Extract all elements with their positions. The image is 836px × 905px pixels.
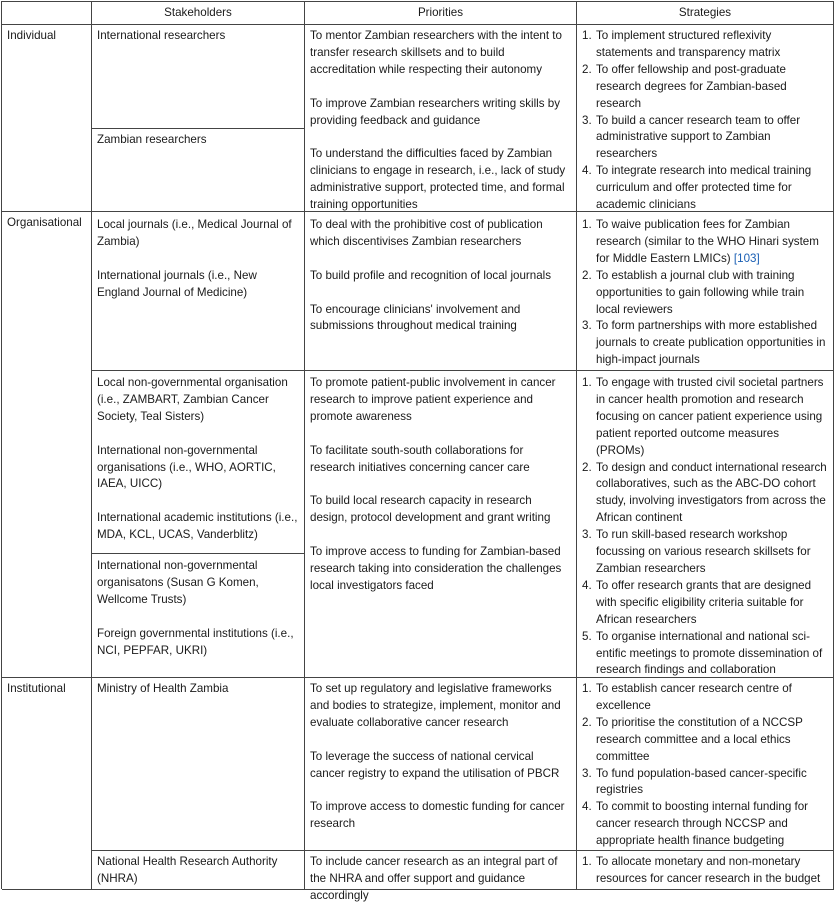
strategies-journals bbox=[577, 212, 834, 371]
strategy-number: 3. bbox=[582, 528, 592, 542]
strategy-list bbox=[582, 217, 828, 369]
strategy-number: 2. bbox=[582, 268, 592, 282]
stakeholder-text: Zambian researchers bbox=[97, 133, 207, 146]
stakeholder-text: Local journals (i.e., Medical Journal of Zambia) bbox=[97, 218, 292, 248]
priority-text: To set up regulatory and legislative frameworks and bodies to strategize, implement, monitor and evaluate collaborative cancer research bbox=[310, 682, 561, 729]
strategies-moh bbox=[577, 678, 834, 851]
strategy-text: To establish a journal club with training opportunities to gain following while train local reviewers bbox=[596, 268, 805, 316]
strategy-number: 1. bbox=[582, 376, 592, 389]
stakeholder-nhra bbox=[92, 851, 305, 890]
strategy-number: 1. bbox=[582, 29, 592, 42]
header-strategies: Strategies bbox=[577, 2, 834, 25]
stakeholder-text: National Health Research Authority (NHRA) bbox=[97, 855, 278, 885]
strategy-text: To prioritise the constitution of a NCCSP research committee and a local ethics committee bbox=[596, 715, 803, 763]
strategy-list bbox=[582, 28, 828, 214]
strategy-item bbox=[582, 375, 828, 460]
strategy-text: To allocate monetary and non-monetary resources for cancer research in the budget bbox=[596, 855, 821, 885]
priority-text: To promote patient-public involvement in cancer research to improve patient experience and promote awareness bbox=[310, 376, 556, 423]
priorities-nhra bbox=[305, 851, 577, 902]
strategy-number: 4. bbox=[582, 164, 592, 178]
level-institutional: Institutional bbox=[2, 678, 92, 890]
stakeholder-text: Local non-governmental organisation (i.e., ZAMBART, Zambian Cancer Society, Teal Sisters) bbox=[97, 376, 288, 423]
strategy-number: 1. bbox=[582, 855, 592, 868]
stakeholder-intl-researchers bbox=[92, 25, 305, 129]
strategy-text: To organise international and national sci-entific meetings to promote dissemination of research findings and collaboration bbox=[596, 629, 823, 677]
stakeholder-strategy-table bbox=[1, 1, 834, 902]
strategy-item bbox=[582, 268, 828, 319]
level-organisational: Organisational bbox=[2, 212, 92, 678]
stakeholder-text: Foreign governmental institutions (i.e., NCI, PEPFAR, UKRI) bbox=[97, 626, 294, 657]
priority-text: To improve Zambian researchers writing skills by providing feedback and guidance bbox=[310, 96, 560, 127]
stakeholder-text: International academic institutions (i.e., MDA, KCL, UCAS, Vanderblitz) bbox=[97, 511, 298, 542]
level-individual: Individual bbox=[2, 25, 92, 212]
citation-link[interactable]: [103] bbox=[733, 251, 760, 265]
strategy-item bbox=[582, 318, 828, 369]
stakeholder-text: Ministry of Health Zambia bbox=[97, 682, 229, 695]
strategy-text: To design and conduct international research collaboratives, such as the ABC-DO cohort study, involving investigators from across the African continent bbox=[596, 460, 827, 525]
priorities-ngos bbox=[305, 371, 577, 678]
strategies-ngos bbox=[577, 371, 834, 678]
priorities-journals bbox=[305, 212, 577, 371]
strategy-list bbox=[582, 681, 828, 850]
strategy-item bbox=[582, 163, 828, 214]
priority-text: To build local research capacity in research design, protocol development and grant writing bbox=[310, 494, 551, 525]
strategy-text: To build a cancer research team to offer administrative support to Zambian researchers bbox=[596, 113, 801, 161]
priority-text: To mentor Zambian researchers with the intent to transfer research skillsets and to build accreditation while respecting their autonomy bbox=[310, 29, 562, 76]
strategy-text: To engage with trusted civil societal partners in cancer health promotion and research focusing on cancer patient experience using patient reported outcome measures (PROMs) bbox=[596, 376, 824, 457]
strategy-number: 5. bbox=[582, 629, 592, 643]
header-level bbox=[2, 2, 92, 25]
strategy-number: 4. bbox=[582, 800, 592, 814]
strategy-number: 3. bbox=[582, 113, 592, 127]
strategy-number: 2. bbox=[582, 62, 592, 76]
strategy-number: 3. bbox=[582, 766, 592, 780]
strategy-item bbox=[582, 578, 828, 629]
strategy-item bbox=[582, 629, 828, 680]
strategies-individual bbox=[577, 25, 834, 212]
stakeholder-journals bbox=[92, 212, 305, 371]
strategy-number: 1. bbox=[582, 682, 592, 695]
strategy-text: To offer research grants that are designed with specific eligibility criteria suitable for African researchers bbox=[596, 578, 812, 626]
strategy-item bbox=[582, 854, 828, 888]
strategy-item bbox=[582, 62, 828, 113]
strategy-list bbox=[582, 854, 828, 888]
strategy-text: To offer fellowship and post-graduate research degrees for Zambian-based research bbox=[596, 62, 787, 110]
stakeholder-ngos bbox=[92, 371, 305, 554]
strategy-item bbox=[582, 28, 828, 62]
stakeholder-text: International journals (i.e., New England Journal of Medicine) bbox=[97, 268, 257, 299]
stakeholder-moh bbox=[92, 678, 305, 851]
strategy-text: To fund population-based cancer-specific registries bbox=[596, 766, 807, 797]
strategy-item bbox=[582, 766, 828, 800]
strategy-list bbox=[582, 375, 828, 679]
stakeholder-text: International non-governmental organisatons (Susan G Komen, Wellcome Trusts) bbox=[97, 559, 259, 606]
strategy-text: To run skill-based research workshop focussing on various research skillsets for Zambian researchers bbox=[596, 528, 811, 575]
header-stakeholders: Stakeholders bbox=[92, 2, 305, 25]
strategy-text: To establish cancer research centre of excellence bbox=[596, 682, 792, 712]
priorities-moh bbox=[305, 678, 577, 851]
priority-text: To improve access to funding for Zambian-based research taking into consideration the challenges local investigators faced bbox=[310, 545, 562, 592]
priority-text: To deal with the prohibitive cost of publication which discentivises Zambian researchers bbox=[310, 218, 543, 248]
priority-text: To leverage the success of national cervical cancer registry to expand the utilisation of PBCR bbox=[310, 749, 560, 780]
strategy-number: 1. bbox=[582, 218, 592, 231]
priority-text: To encourage clinicians' involvement and submissions throughout medical training bbox=[310, 302, 521, 333]
strategies-nhra bbox=[577, 851, 834, 890]
header-priorities: Priorities bbox=[305, 2, 577, 25]
strategy-number: 2. bbox=[582, 460, 592, 474]
priority-text: To build profile and recognition of local journals bbox=[310, 268, 552, 282]
strategy-number: 3. bbox=[582, 319, 592, 333]
stakeholder-text: International non-governmental organisations (i.e., WHO, AORTIC, IAEA, UICC) bbox=[97, 443, 276, 491]
priority-text: To facilitate south-south collaborations for research initiatives concerning cancer care bbox=[310, 443, 530, 474]
priority-text: To improve access to domestic funding for cancer research bbox=[310, 800, 565, 831]
strategy-item bbox=[582, 799, 828, 850]
strategy-item bbox=[582, 715, 828, 766]
priorities-individual bbox=[305, 25, 577, 212]
stakeholder-funders bbox=[92, 554, 305, 678]
stakeholder-text: International researchers bbox=[97, 29, 226, 42]
priority-text: To understand the difficulties faced by Zambian clinicians to engage in research, i.e., lack of study administrative support, protected time, and formal training opportunities bbox=[310, 147, 566, 212]
strategy-item bbox=[582, 527, 828, 578]
strategy-text: To implement structured reflexivity statements and transparency matrix bbox=[596, 29, 781, 59]
strategy-item bbox=[582, 681, 828, 715]
strategy-item bbox=[582, 113, 828, 164]
strategy-text: To waive publication fees for Zambian research (similar to the WHO Hinari system for Middle Eastern LMICs) bbox=[596, 218, 819, 265]
strategy-item bbox=[582, 460, 828, 528]
strategy-item bbox=[582, 217, 828, 268]
priority-text: To include cancer research as an integral part of the NHRA and offer support and guidance accordingly bbox=[310, 855, 558, 902]
strategy-text: To form partnerships with more established journals to create publication opportunities in high-impact journals bbox=[596, 319, 826, 367]
strategy-number: 4. bbox=[582, 578, 592, 592]
stakeholder-zambian-researchers bbox=[92, 129, 305, 212]
strategy-number: 2. bbox=[582, 715, 592, 729]
strategy-text: To commit to boosting internal funding for cancer research through NCCSP and appropriate health finance budgeting bbox=[596, 800, 809, 848]
strategy-text: To integrate research into medical training curriculum and offer protected time for academic clinicians bbox=[596, 164, 812, 212]
